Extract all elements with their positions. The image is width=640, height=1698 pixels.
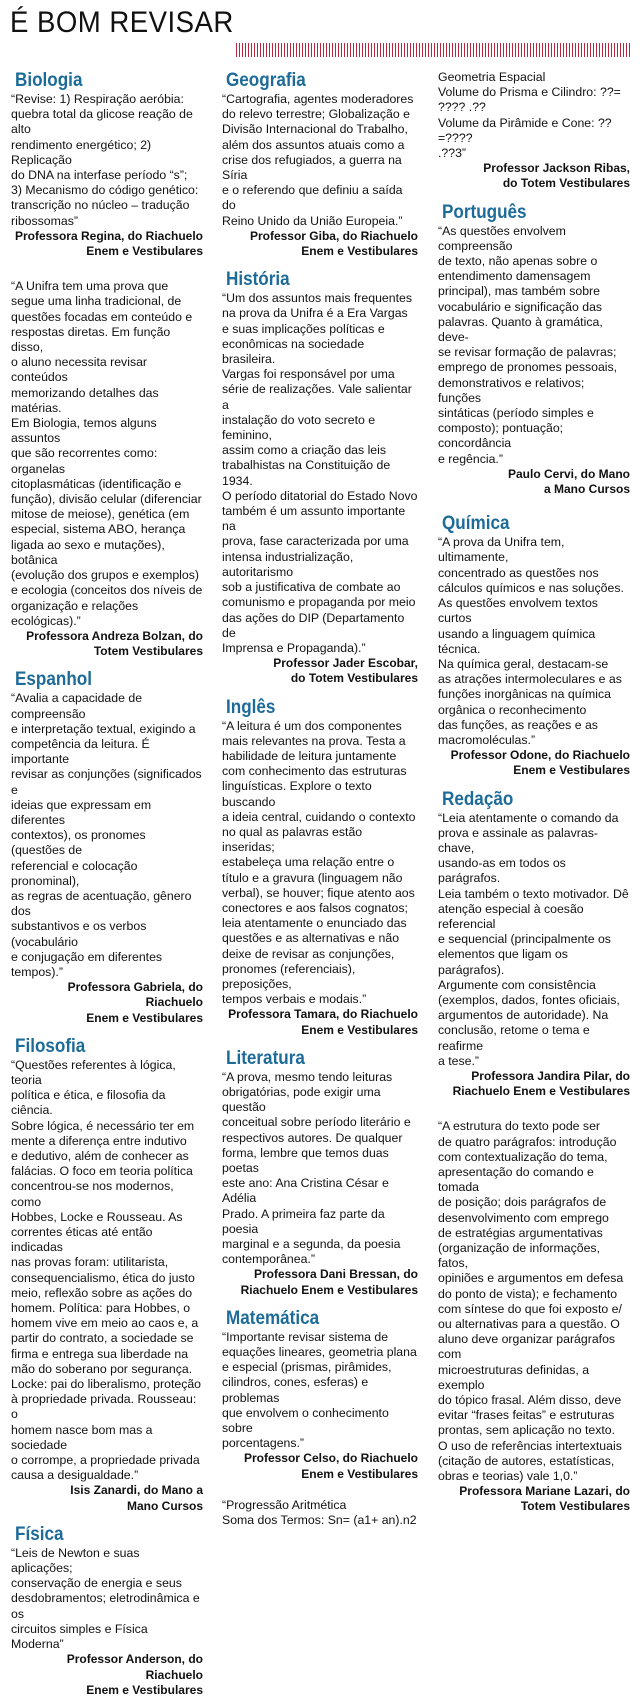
author-fisica: Professor Anderson, do Riachuelo Enem e Vestibulares	[66, 1652, 203, 1697]
quote-matematica-2b: Geometria Espacial Volume do Prisma e Cilindro: ??= ???? .?? Volume da Pirâmide e Cone: ??=???? .??3”	[438, 70, 621, 161]
section-heading-literatura: Literatura	[226, 1047, 305, 1069]
title-rule	[236, 43, 630, 57]
section-heading-filosofia: Filosofia	[15, 1035, 86, 1057]
author-biologia-1: Professora Regina, do Riachuelo Enem e Vestibulares	[14, 228, 203, 259]
section-heading-ingles: Inglês	[226, 696, 276, 718]
quote-fisica: “Leis de Newton e suas aplicações; conservação de energia e seus desdobramentos; eletrodinâmica e os circuitos simples e Física Moderna”	[11, 1545, 200, 1652]
author-quimica: Professor Odone, do Riachuelo Enem e Vestibulares	[450, 748, 630, 778]
page-title: É BOM REVISAR	[10, 6, 234, 39]
quote-literatura: “A prova, mesmo tendo leituras obrigatórias, pode exigir uma questão conceitual sobre período literário e respectivos autores. De qualquer forma, lembre que temos duas poetas este ano: Ana Cristina César e Adélia Prado. A primeira faz parte da poesia marginal e a segunda, da poesia contemporânea.”	[222, 1069, 411, 1267]
section-heading-quimica: Química	[442, 513, 510, 535]
section-heading-matematica: Matemática	[226, 1307, 320, 1329]
section-heading-portugues: Português	[442, 201, 527, 223]
column-2	[222, 70, 418, 1528]
section-heading-geografia: Geografia	[226, 70, 306, 91]
quote-portugues: “As questões envolvem compreensão de texto, não apenas sobre o entendimento damensagem principal), mas também sobre vocabulário e significação das palavras. Quanto à gramática, deve- se revisar formação de palavras; emprego de pronomes pessoais, demonstrativos e relativos; funções sintáticas (período simples e composto); pontuação; concordância e regência.”	[438, 223, 618, 466]
quote-matematica-1: “Importante revisar sistema de equações lineares, geometria plana e especial (prismas, pirâmides, cilindros, cones, esferas) e problemas que envolvem o conhecimento sobre porcentagens.”	[222, 1329, 417, 1451]
section-heading-fisica: Física	[15, 1523, 64, 1545]
column-1	[11, 70, 203, 1698]
quote-espanhol: “Avalia a capacidade de compreensão e interpretação textual, exigindo a competência da leitura. É importante revisar as conjunções (significados e ideias que expressam em diferentes contextos), os pronomes (questões de referencial e colocação pronominal), as regras de acentuação, gênero dos substantivos e os verbos (vocabulário e conjugação em diferentes tempos).”	[11, 691, 202, 979]
author-literatura: Professora Dani Bressan, do Riachuelo Enem e Vestibulares	[240, 1267, 418, 1297]
author-filosofia: Isis Zanardi, do Mano a Mano Cursos	[70, 1483, 203, 1513]
section-heading-espanhol: Espanhol	[15, 669, 92, 691]
author-matematica-2: Professor Jackson Ribas, do Totem Vestibulares	[483, 161, 630, 191]
quote-matematica-2a: “Progressão Aritmética Soma dos Termos: Sn= (a1+ an).n2	[222, 1497, 417, 1528]
quote-ingles: “A leitura é um dos componentes mais relevantes na prova. Testa a habilidade de leitura juntamente com conhecimento das estruturas linguísticas. Explore o texto buscando a ideia central, cuidando o contexto no qual as palavras estão inseridas; estabeleça uma relação entre o título e a gravura (linguagem não verbal), se houver; fique atento aos conectores e aos falsos cognatos; leia atentamente o enunciado das questões e as alternativas e não deixe de revisar as conjunções, pronomes (referenciais), preposições, tempos verbais e modais.”	[222, 718, 416, 1007]
quote-filosofia: “Questões referentes à lógica, teoria política e ética, e filosofia da ciência. Sobre lógica, é necessário ter em mente a diferença entre indutivo e dedutivo, além de conhecer as falácias. O foco em teoria política concentrou-se nos modernos, como Hobbes, Locke e Rousseau. As correntes éticas até então indicadas nas provas foram: utilitarista, consequencialismo, ética do justo meio, reflexão sobre as ações do homem. Política: para Hobbes, o homem vive em meio ao caos e, a partir do contrato, a sociedade se firma e entrega sua liberdade na mão do soberano por segurança. Locke: pai do liberalismo, proteção à propriedade privada. Rousseau: o homem nasce bom mas a sociedade o corrompe, a propriedade privada causa a desigualdade.”	[11, 1057, 202, 1483]
author-historia: Professor Jader Escobar, do Totem Vestibulares	[273, 656, 418, 686]
author-redacao-1: Professora Jandira Pilar, do Riachuelo Enem e Vestibulares	[452, 1068, 630, 1099]
quote-biologia-1: “Revise: 1) Respiração aeróbia: quebra total da glicose reação de alto rendimento energético; 2) Replicação do DNA na interfase período “s”; 3) Mecanismo do código genético: transcrição no núcleo – tradução ribossomas”	[11, 92, 199, 228]
section-heading-biologia: Biologia	[15, 70, 83, 91]
quote-geografia: “Cartografia, agentes moderadores do relevo terrestre; Globalização e Divisão Internacional do Trabalho, além dos assuntos atuais como a crise dos refugiados, a guerra na Síria e o referendo que definiu a saída do Reino Unido da União Europeia.”	[222, 92, 414, 228]
author-biologia-2: Professora Andreza Bolzan, do Totem Vestibulares	[26, 628, 203, 659]
section-heading-redacao: Redação	[442, 788, 514, 810]
quote-historia: “Um dos assuntos mais frequentes na prova da Unifra é a Era Vargas e suas implicações políticas e econômicas na sociedade brasileira. Vargas foi responsável por uma série de realizações. Vale salientar a instalação do voto secreto e feminino, assim como a criação das leis trabalhistas na Constituição de 1934. O período ditatorial do Estado Novo também é um assunto importante na prova, fase caracterizada por uma intensa industrialização, autoritarismo sob a justificativa de combate ao comunismo e propaganda por meio das ações do DIP (Departamento de Imprensa e Propaganda).”	[222, 291, 418, 655]
section-heading-historia: História	[226, 269, 290, 291]
column-3	[438, 70, 630, 1515]
author-geografia: Professor Giba, do Riachuelo Enem e Vestibulares	[249, 228, 418, 259]
quote-redacao-1: “Leia atentamente o comando da prova e assinale as palavras-chave, usando-as em todos os parágrafos. Leia também o texto motivador. Dê atenção especial à coesão referencial e sequencial (principalmente os elementos que ligam os parágrafos). Argumente com consistência (exemplos, dados, fontes oficiais, argumentos de autoridade). Na conclusão, retome o tema e reafirme a tese.”	[438, 810, 629, 1068]
author-portugues: Paulo Cervi, do Mano a Mano Cursos	[507, 466, 630, 497]
author-matematica-1: Professor Celso, do Riachuelo Enem e Vestibulares	[243, 1451, 418, 1481]
author-ingles: Professora Tamara, do Riachuelo Enem e Vestibulares	[228, 1007, 418, 1037]
author-redacao-2: Professora Mariane Lazari, do Totem Vestibulares	[459, 1484, 630, 1514]
author-espanhol: Professora Gabriela, do Riachuelo Enem e Vestibulares	[67, 980, 203, 1025]
quote-redacao-2: “A estrutura do texto pode ser de quatro parágrafos: introdução com contextualização do tema, apresentação do comando e tomada de posição; dois parágrafos de desenvolvimento com emprego de estratégias argumentativas (organização de informações, fatos, opiniões e argumentos em defesa do ponto de vista); e fechamento com síntese do que foi exposto e/ ou alternativas para a questão. O aluno deve organizar parágrafos com microestruturas definidas, a exemplo do tópico frasal. Além disso, deve evitar “frases feitas” e estruturas prontas, sem aplicação no texto. O uso de referências intertextuais (citação de autores, estatísticas, obras e teorias) vale 1,0.”	[438, 1119, 624, 1484]
quote-biologia-2: “A Unifra tem uma prova que segue uma linha tradicional, de questões focadas em conteúdo e respostas diretas. Em função disso, o aluno necessita revisar conteúdos memorizando detalhes das matérias. Em Biologia, temos alguns assuntos que são recorrentes como: organelas citoplasmáticas (identificação e função), divisão celular (diferenciar mitose de meiose), genética (em especial, sistema ABO, herança ligada ao sexo e mutações), botânica (evolução dos grupos e exemplos) e ecologia (conceitos dos níveis de organização e relações ecológicas).”	[11, 279, 203, 628]
quote-quimica: “A prova da Unifra tem, ultimamente, concentrado as questões nos cálculos químicos e nas soluções. As questões envolvem textos curtos usando a linguagem química técnica. Na química geral, destacam-se as atrações intermoleculares e as funções inorgânicas na química orgânica o reconhecimento das funções, as reações e as macromoléculas.”	[438, 535, 624, 747]
